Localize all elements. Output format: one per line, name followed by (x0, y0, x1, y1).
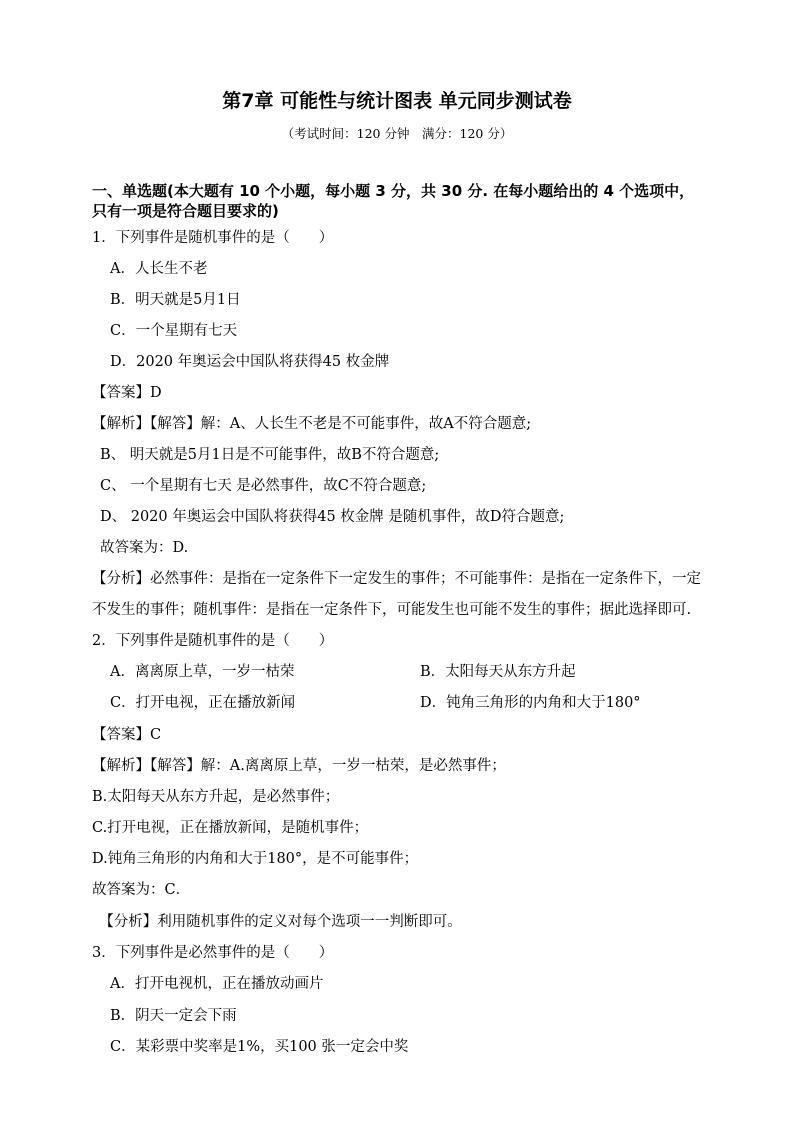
question-1-option-d: D．2020 年奥运会中国队将获得45 枚金牌 (110, 354, 390, 370)
question-2-analysis-line: B.太阳每天从东方升起，是必然事件； (92, 789, 340, 805)
question-2-analysis-line: D.钝角三角形的内角和大于180°，是不可能事件； (92, 851, 419, 867)
section-heading: 一、单选题(本大题有 10 个小题，每小题 3 分，共 30 分. 在每小题给出的 4 个选项中， (92, 182, 695, 200)
question-1-stem: 1．下列事件是随机事件的是（ ） (92, 230, 334, 246)
question-2-option-d: D．钝角三角形的内角和大于180° (420, 695, 641, 711)
question-2-analysis-line: 故答案为：C． (92, 882, 191, 898)
section-heading-cont: 只有一项是符合题目要求的) (92, 202, 279, 220)
question-2-answer: 【答案】C (92, 727, 162, 743)
exam-info: （考试时间：120 分钟 满分：120 分） (281, 126, 513, 141)
question-1-analysis-line: B、 明天就是5月1日是不可能事件，故B不符合题意; (100, 447, 440, 463)
question-1-option-c: C．一个星期有七天 (110, 323, 238, 339)
question-2-analysis-line: C.打开电视，正在播放新闻，是随机事件； (92, 820, 369, 836)
question-2-analysis-line: 【分析】利用随机事件的定义对每个选项一一判断即可。 (92, 914, 462, 930)
question-1-answer: 【答案】D (92, 385, 162, 401)
question-3-stem: 3．下列事件是必然事件的是（ ） (92, 945, 334, 961)
question-2-option-a: A．离离原上草，一岁一枯荣 (110, 664, 295, 680)
question-2-option-c: C．打开电视，正在播放新闻 (110, 695, 296, 711)
question-3-option-b: B．阴天一定会下雨 (110, 1008, 237, 1024)
question-3-option-a: A．打开电视机，正在播放动画片 (110, 976, 324, 992)
question-3-option-c: C．某彩票中奖率是1%，买100 张一定会中奖 (110, 1039, 409, 1055)
question-2-option-b: B．太阳每天从东方升起 (420, 664, 576, 680)
question-1-analysis-line: 【解析】【解答】解：A、人长生不老是不可能事件，故A不符合题意; (92, 416, 532, 432)
question-1-option-b: B．明天就是5月1日 (110, 292, 241, 308)
question-1-analysis-line: 【分析】必然事件：是指在一定条件下一定发生的事件；不可能事件：是指在一定条件下，一定 (92, 571, 701, 587)
question-2-analysis-line: 【解析】【解答】解：A.离离原上草，一岁一枯荣，是必然事件； (92, 758, 506, 774)
page-title: 第7章 可能性与统计图表 单元同步测试卷 (222, 90, 572, 112)
question-1-analysis-line: 故答案为：D. (100, 540, 189, 556)
question-1-analysis-line: D、 2020 年奥运会中国队将获得45 枚金牌 是随机事件，故D符合题意; (100, 509, 565, 525)
question-1-analysis-line: 不发生的事件；随机事件：是指在一定条件下，可能发生也可能不发生的事件；据此选择即可. (92, 602, 692, 618)
question-2-stem: 2．下列事件是随机事件的是（ ） (92, 633, 334, 649)
question-1-analysis-line: C、 一个星期有七天 是必然事件，故C不符合题意; (100, 478, 427, 494)
question-1-option-a: A．人长生不老 (110, 261, 208, 277)
